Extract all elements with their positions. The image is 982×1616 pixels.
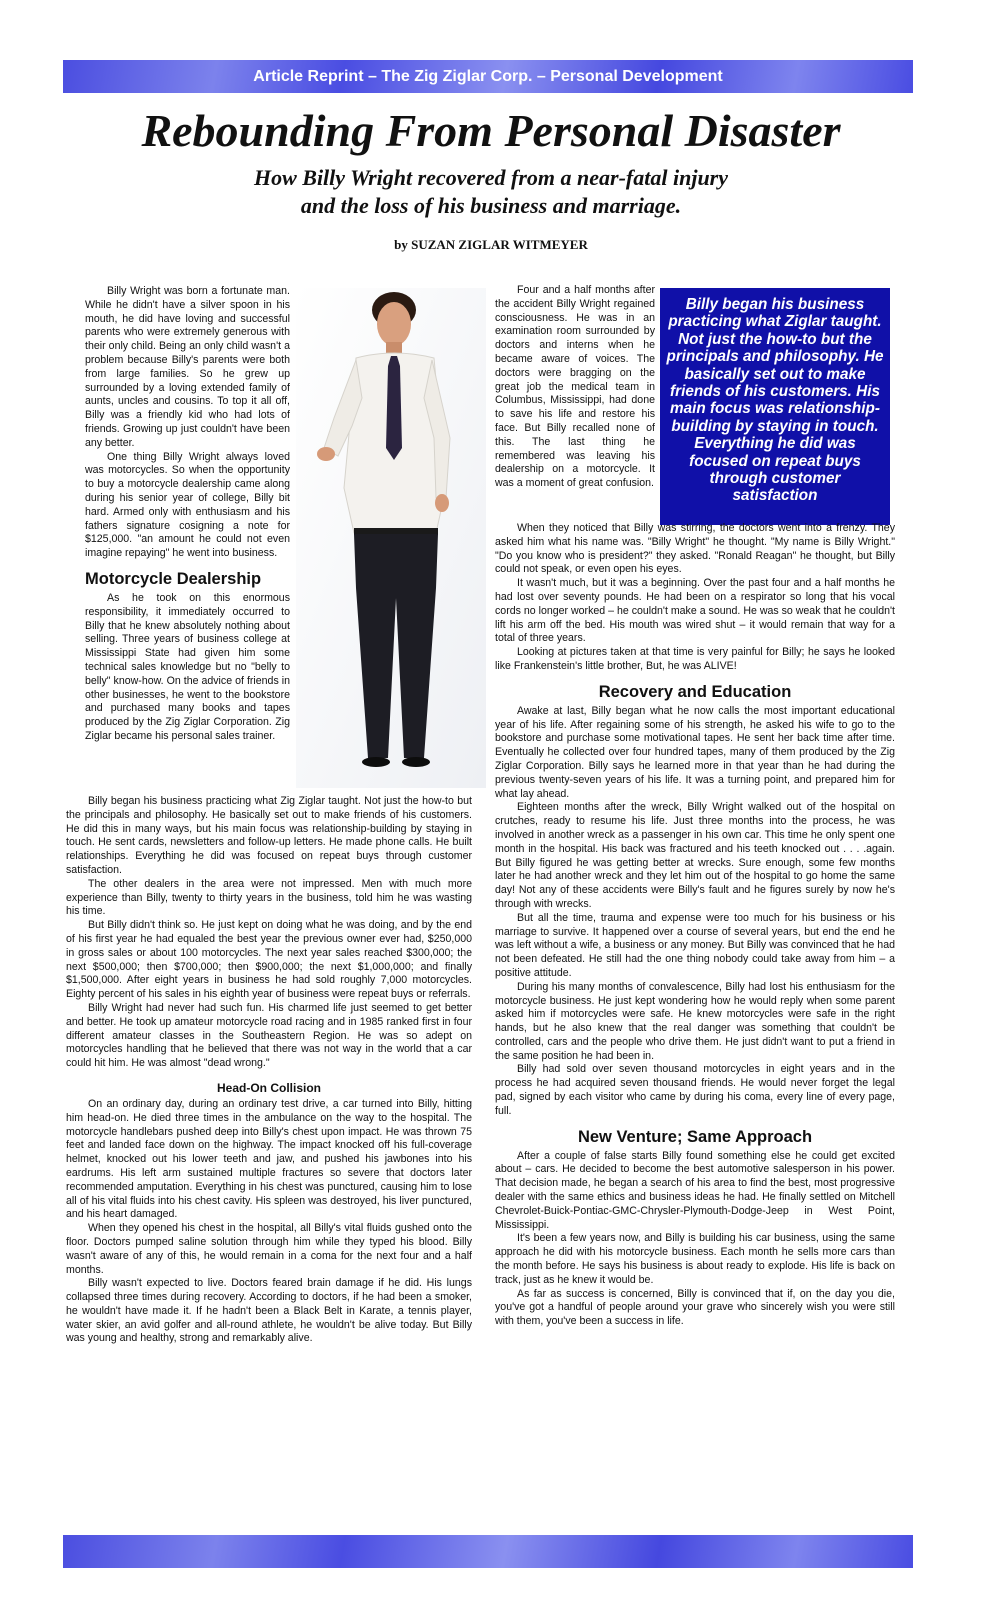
paragraph: The other dealers in the area were not impressed. Men with much more experience than Billy, twenty to thirty years in the business, told him he was wasting his time. [66,877,472,918]
paragraph: Billy had sold over seven thousand motorcycles in eight years and in the process he had acquired seven thousand friends. He would never forget the legal pad, signed by each visitor who came by during his coma, every line of every page, full. [495,1063,895,1117]
paragraph: One thing Billy Wright always loved was motorcycles. So when the opportunity to buy a motorcycle dealership came along during his senior year of college, Billy bit hard. Armed only with enthusiasm and his fathers signature cosigning a note for $125,000. "an amount he could not even imagine repaying" he went into business. [85,450,290,560]
paragraph: After a couple of false starts Billy found something else he could get excited about – cars. He decided to become the best automotive salesperson in his power. That decision made, he began a search of his area to find the best, most progressive dealer with the same ethics and business ideas he had. He finally settled on Mitchell Chevrolet-Buick-Pontiac-GMC-Chrysler-Plymouth-Dodge-Jeep in West Point, Mississippi. [495,1149,895,1231]
paragraph: When they noticed that Billy was stirring, the doctors went into a frenzy. They asked him what his name was. "Billy Wright" he thought. "My name is Billy Wright." "Do you know who is president?" they asked. "Ronald Reagan" he thought, but Billy could not speak, or even open his eyes. [495,522,895,576]
paragraph: Billy Wright was born a fortunate man. While he didn't have a silver spoon in his mouth, he did have loving and successful parents who were extremely generous with their only child. Being an only child wasn't a problem because Billy's parents were both from large families. So he grew up surrounded by a loving extended family of aunts, uncles and cousins. To top it all off, Billy was a friendly kid who had lots of friends. Growing up just couldn't have been any better. [85,285,290,449]
paragraph: Billy wasn't expected to live. Doctors feared brain damage if he did. His lungs collapsed three times during recovery. According to doctors, if he had been a smoker, he wouldn't have made it. If he hadn't been a Black Belt in Karate, a tennis player, water skier, an avid golfer and all-round athlete, he wouldn't be alive today. But Billy was young and healthy, strong and remarkably alive. [66,1277,472,1345]
paragraph: Four and a half months after the accident Billy Wright regained consciousness. He was in an examination room surrounded by doctors and interns when he became aware of voices. The doctors were bragging on the great job the medical team in Columbus, Mississippi, had done to save his life and restore his face. But Billy recalled none of this. The last thing he remembered was leaving his dealership on a motorcycle. It was a moment of great confusion. [495,284,655,490]
paragraph: During his many months of convalescence, Billy had lost his enthusiasm for the motorcycle business. He just kept wondering how he would reply when some parent asked him if motorcycles were safe. He knew motorcycles were safe in the right hands, but he also knew that the real danger was something that couldn't be controlled, cars and the people who drive them. He just didn't want to put a friend in the same position he had been in. [495,980,895,1062]
paragraph: As he took on this enormous responsibility, it immediately occurred to Billy that he knew absolutely nothing about selling. Three years of business college at Mississippi State had given him some technical sales knowledge but no "belly to belly" know-how. On the advice of friends in other businesses, he went to the bookstore and purchased many books and tapes produced by the Zig Ziglar Corporation. Zig Ziglar became his personal sales trainer. [85,591,290,742]
subtitle-line-2: and the loss of his business and marriage. [300,193,682,218]
subtitle-line-1: How Billy Wright recovered from a near-fatal injury [253,165,729,190]
paragraph: Looking at pictures taken at that time is very painful for Billy; he says he looked like Frankenstein's little brother, But, he was ALIVE! [495,646,895,672]
article-subtitle [0,164,982,220]
paragraph: But all the time, trauma and expense were too much for his business or his marriage to survive. It happened over a course of several years, but end the end he was left without a wife, a business or any money. But Billy was convinced that he had not been defeated. He still had the one thing nobody could take away from him – a positive attitude. [495,911,895,979]
section-heading-collision: Head-On Collision [216,1080,321,1095]
billy-wright-photo [296,288,486,788]
column-1-top [85,285,290,744]
pull-quote-box: Billy began his business practicing what Ziglar taught. Not just the how-to but the principals and philosophy. He basically set out to make friends of his customers. His main focus was relationship-building by staying in touch. Everything he did was focused on repeat buys through customer satisfaction [660,288,890,525]
footer-banner [63,1535,913,1568]
byline: by SUZAN ZIGLAR WITMEYER [394,237,588,252]
paragraph: Awake at last, Billy began what he now calls the most important educational year of his life. After regaining some of his strength, he asked his wife to go to the bookstore and purchase some motivational tapes. He sent her back time after time. Eventually he collected over four hundred tapes, many of them produced by the Zig Ziglar Corporation. Billy says he learned more in that year than he had during the previous twenty-seven years of his life. It was a turning point, and prepared him for what lay ahead. [495,704,895,800]
paragraph: Billy began his business practicing what Zig Ziglar taught. Not just the how-to but the principals and philosophy. He basically set out to make friends of his customers. He did this in many ways, but his main focus was relationship-building by staying in touch. He sent cards, newsletters and follow-up letters. He made phone calls. He built relationships. Everything he did was focused on repeat buys through customer satisfaction. [66,795,472,876]
header-banner: Article Reprint – The Zig Ziglar Corp. – Personal Development [63,60,913,93]
paragraph: As far as success is concerned, Billy is convinced that if, on the day you die, you've got a handful of people around your grave who sincerely wish you were still with them, you've been a success in life. [495,1287,895,1328]
section-heading-recovery: Recovery and Education [598,682,792,701]
paragraph: It wasn't much, but it was a beginning. Over the past four and a half months he had lost over seventy pounds. He had been on a respirator so long that his vocal cords no longer worked – he couldn't make a sound. He was so weak that he couldn't lift his arm off the bed. His mouth was wired shut – it would remain that way for a total of three years. [495,577,895,645]
section-heading-new-venture: New Venture; Same Approach [577,1127,813,1146]
paragraph: Billy Wright had never had such fun. His charmed life just seemed to get better and better. He took up amateur motorcycle road racing and in 1985 ranked first in four different amateur classes in the Southeastern Region. He was so adept on motorcycles handling that he believed that there was not way in the world that a car could hit him. He was almost "dead wrong." [66,1001,472,1070]
article-title: Rebounding From Personal Disaster [141,105,841,156]
paragraph: But Billy didn't think so. He just kept on doing what he was doing, and by the end of his first year he had equaled the best year the previous owner ever had, $250,000 in gross sales or about 100 motorcycles. The next year sales reached $300,000; the next $500,000; then $700,000; then $900,000; the next $1,000,000; and finally $1,500,000. After eight years in business he had sold roughly 7,000 motorcycles. Eighty percent of his sales in his eighth year of business were repeat buys or referrals. [66,919,472,1001]
column-2-top [495,284,655,491]
column-1-bottom [66,795,472,1346]
column-2-bottom [495,522,895,1329]
paragraph: On an ordinary day, during an ordinary test drive, a car turned into Billy, hitting him head-on. He died three times in the ambulance on the way to the hospital. The motorcycle handlebars pushed deep into Billy's chest upon impact. He was thrown 75 feet and landed face down on the highway. The impact knocked off his full-coverage helmet, knocked out his lower teeth and jaw, and pushed his jawbones into his eardrums. His left arm sustained multiple fractures so severe that doctors later recommended amputation. Everything in his chest was punctured, causing him to lose all of his vital fluids into his chest cavity. His spleen was destroyed, his liver punctured, and his heart damaged. [66,1097,472,1221]
paragraph: It's been a few years now, and Billy is building his car business, using the same approach he did with his motorcycle business. Each month he sells more cars than the month before. He says his business is about ready to explode. His life is back on track, just as he knew it would be. [495,1232,895,1286]
section-heading-motorcycle: Motorcycle Dealership [85,569,262,588]
paragraph: Eighteen months after the wreck, Billy Wright walked out of the hospital on crutches, ready to resume his life. Just three months into the process, he was involved in another wreck as a passenger in his own car. This time he only spent one month in the hospital. His back was fractured and his teeth knocked out . . . .again. But Billy figured he was getting better at wrecks. Sure enough, some few months later he had another wreck and they let him out of the hospital to go home the same day! Not any of these accidents were Billy's fault and he figures surely by now he's through with wrecks. [495,801,895,910]
paragraph: When they opened his chest in the hospital, all Billy's vital fluids gushed onto the floor. Doctors pumped saline solution through him while they typed his blood. Billy wasn't aware of any of this, he would remain in a coma for the next four and a half months. [66,1222,472,1276]
